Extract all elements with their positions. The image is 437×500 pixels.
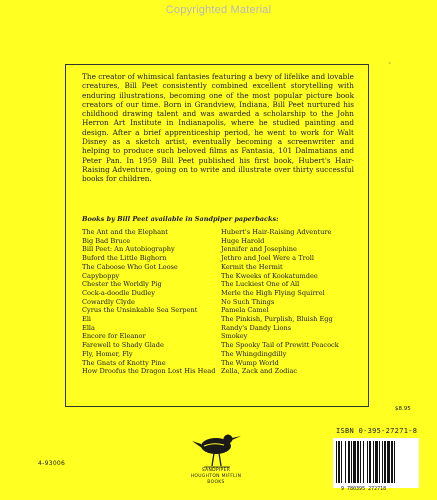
barcode-bar <box>353 441 356 483</box>
books-list-left <box>82 228 215 376</box>
books-list-right <box>221 228 339 376</box>
barcode <box>333 438 419 488</box>
book-title: Ella <box>82 323 95 332</box>
book-title: Zella, Zack and Zodiac <box>221 367 298 376</box>
sandpiper-bird-icon <box>190 430 242 468</box>
book-title: How Droofus the Dragon Lost His Head <box>82 367 216 376</box>
barcode-bar <box>341 441 342 483</box>
publisher-house: HOUGHTON MIFFLIN <box>190 474 242 479</box>
barcode-bar <box>394 441 395 483</box>
book-title: Hubert's Hair-Raising Adventure <box>221 228 332 236</box>
book-title: Buford the Little Bighorn <box>82 254 167 263</box>
side-code: 4-93006 <box>38 460 66 467</box>
barcode-bar <box>391 441 393 483</box>
book-title: The Ant and the Elephant <box>82 228 168 236</box>
barcode-bar <box>338 441 340 483</box>
book-title: The Kweeks of Kookatumdee <box>221 271 318 280</box>
book-title: Big Bad Bruce <box>82 236 131 245</box>
book-title: Cowardly Clyde <box>82 297 135 306</box>
book-title: The Luckiest One of All <box>221 280 300 289</box>
barcode-bar <box>351 441 352 483</box>
book-title: Kermit the Hermit <box>221 262 283 271</box>
barcode-bar <box>375 441 378 483</box>
price-label: $8.95 <box>395 406 411 412</box>
book-title: Pamela Camel <box>221 306 269 315</box>
book-title: Smokey <box>221 332 248 341</box>
book-title: The Gnats of Knotty Pine <box>82 358 166 367</box>
barcode-digits: 9 780395 272718 <box>341 486 387 492</box>
publisher-name: SANDPIPER <box>201 468 231 473</box>
book-title: Jethro and Joel Were a Troll <box>221 254 314 263</box>
publisher-books: BOOKS <box>207 480 225 485</box>
book-title: Cock-a-doodle Dudley <box>82 288 155 297</box>
isbn-label: ISBN 0-395-27271-8 <box>336 427 418 435</box>
book-title: The Wump World <box>221 358 279 367</box>
barcode-bar <box>367 441 368 483</box>
barcode-bar <box>384 441 386 483</box>
book-title: No Such Things <box>221 297 275 306</box>
book-title: The Whingdingdilly <box>221 349 287 358</box>
barcode-bar <box>363 441 364 483</box>
book-title: Encore for Eleanor <box>82 332 146 341</box>
books-heading: Books by Bill Peet available in Sandpiper paperbacks: <box>82 215 279 223</box>
book-title: Eli <box>82 315 92 324</box>
book-title: Fly, Homer, Fly <box>82 349 133 358</box>
book-title: Bill Peet: An Autobiography <box>82 245 175 254</box>
book-title: Jennifer and Josephine <box>221 245 297 254</box>
barcode-bar <box>345 441 346 483</box>
barcode-bar <box>373 441 374 483</box>
barcode-bar <box>387 441 390 483</box>
book-title: The Caboose Who Got Loose <box>82 262 178 271</box>
book-title: Merle the High Flying Squirrel <box>221 288 325 297</box>
barcode-bar <box>348 441 350 483</box>
author-bio: The creator of whimsical fantasies featuring a bevy of lifelike and lovable creatures, Bill Peet consistently combined excellent storytelling with enduring illustrations, becoming one of the most popular picture book creators of our time. Born in Grandview, Indiana, Bill Peet nurtured his childhood drawing talent and was awarded a scholarship to the John Herron Art Institute in Indianapolis, where he studied painting and design. After a brief apprenticeship period, he went to work for Walt Disney as a sketch artist, eventually becoming a screenwriter and helping to produce such beloved films as Fantasia, 101 Dalmatians and Peter Pan. In 1959 Bill Peet published his first book, Hubert's Hair-Raising Adventure, going on to write and illustrate over thirty successful books for children. <box>82 72 354 184</box>
book-title: The Spooky Tail of Prewitt Peacock <box>221 341 339 350</box>
barcode-bar <box>360 441 361 483</box>
book-title: Capyboppy <box>82 271 120 280</box>
book-title: The Pinkish, Purplish, Bluish Egg <box>221 315 333 324</box>
book-title: Huge Harold <box>221 236 265 245</box>
copyright-watermark: Copyrighted Material <box>165 4 272 16</box>
book-title: Chester the Worldly Pig <box>82 280 162 289</box>
barcode-bar <box>382 441 383 483</box>
corner-mark: ◦ <box>388 60 392 67</box>
book-title: Randy's Dandy Lions <box>221 323 292 332</box>
book-title: Cyrus the Unsinkable Sea Serpent <box>82 306 198 315</box>
book-title: Farewell to Shady Glade <box>82 341 164 350</box>
barcode-bar <box>379 441 380 483</box>
barcode-bar <box>369 441 371 483</box>
barcode-bar <box>357 441 359 483</box>
publisher-logo <box>184 430 248 486</box>
barcode-bar <box>336 441 337 483</box>
